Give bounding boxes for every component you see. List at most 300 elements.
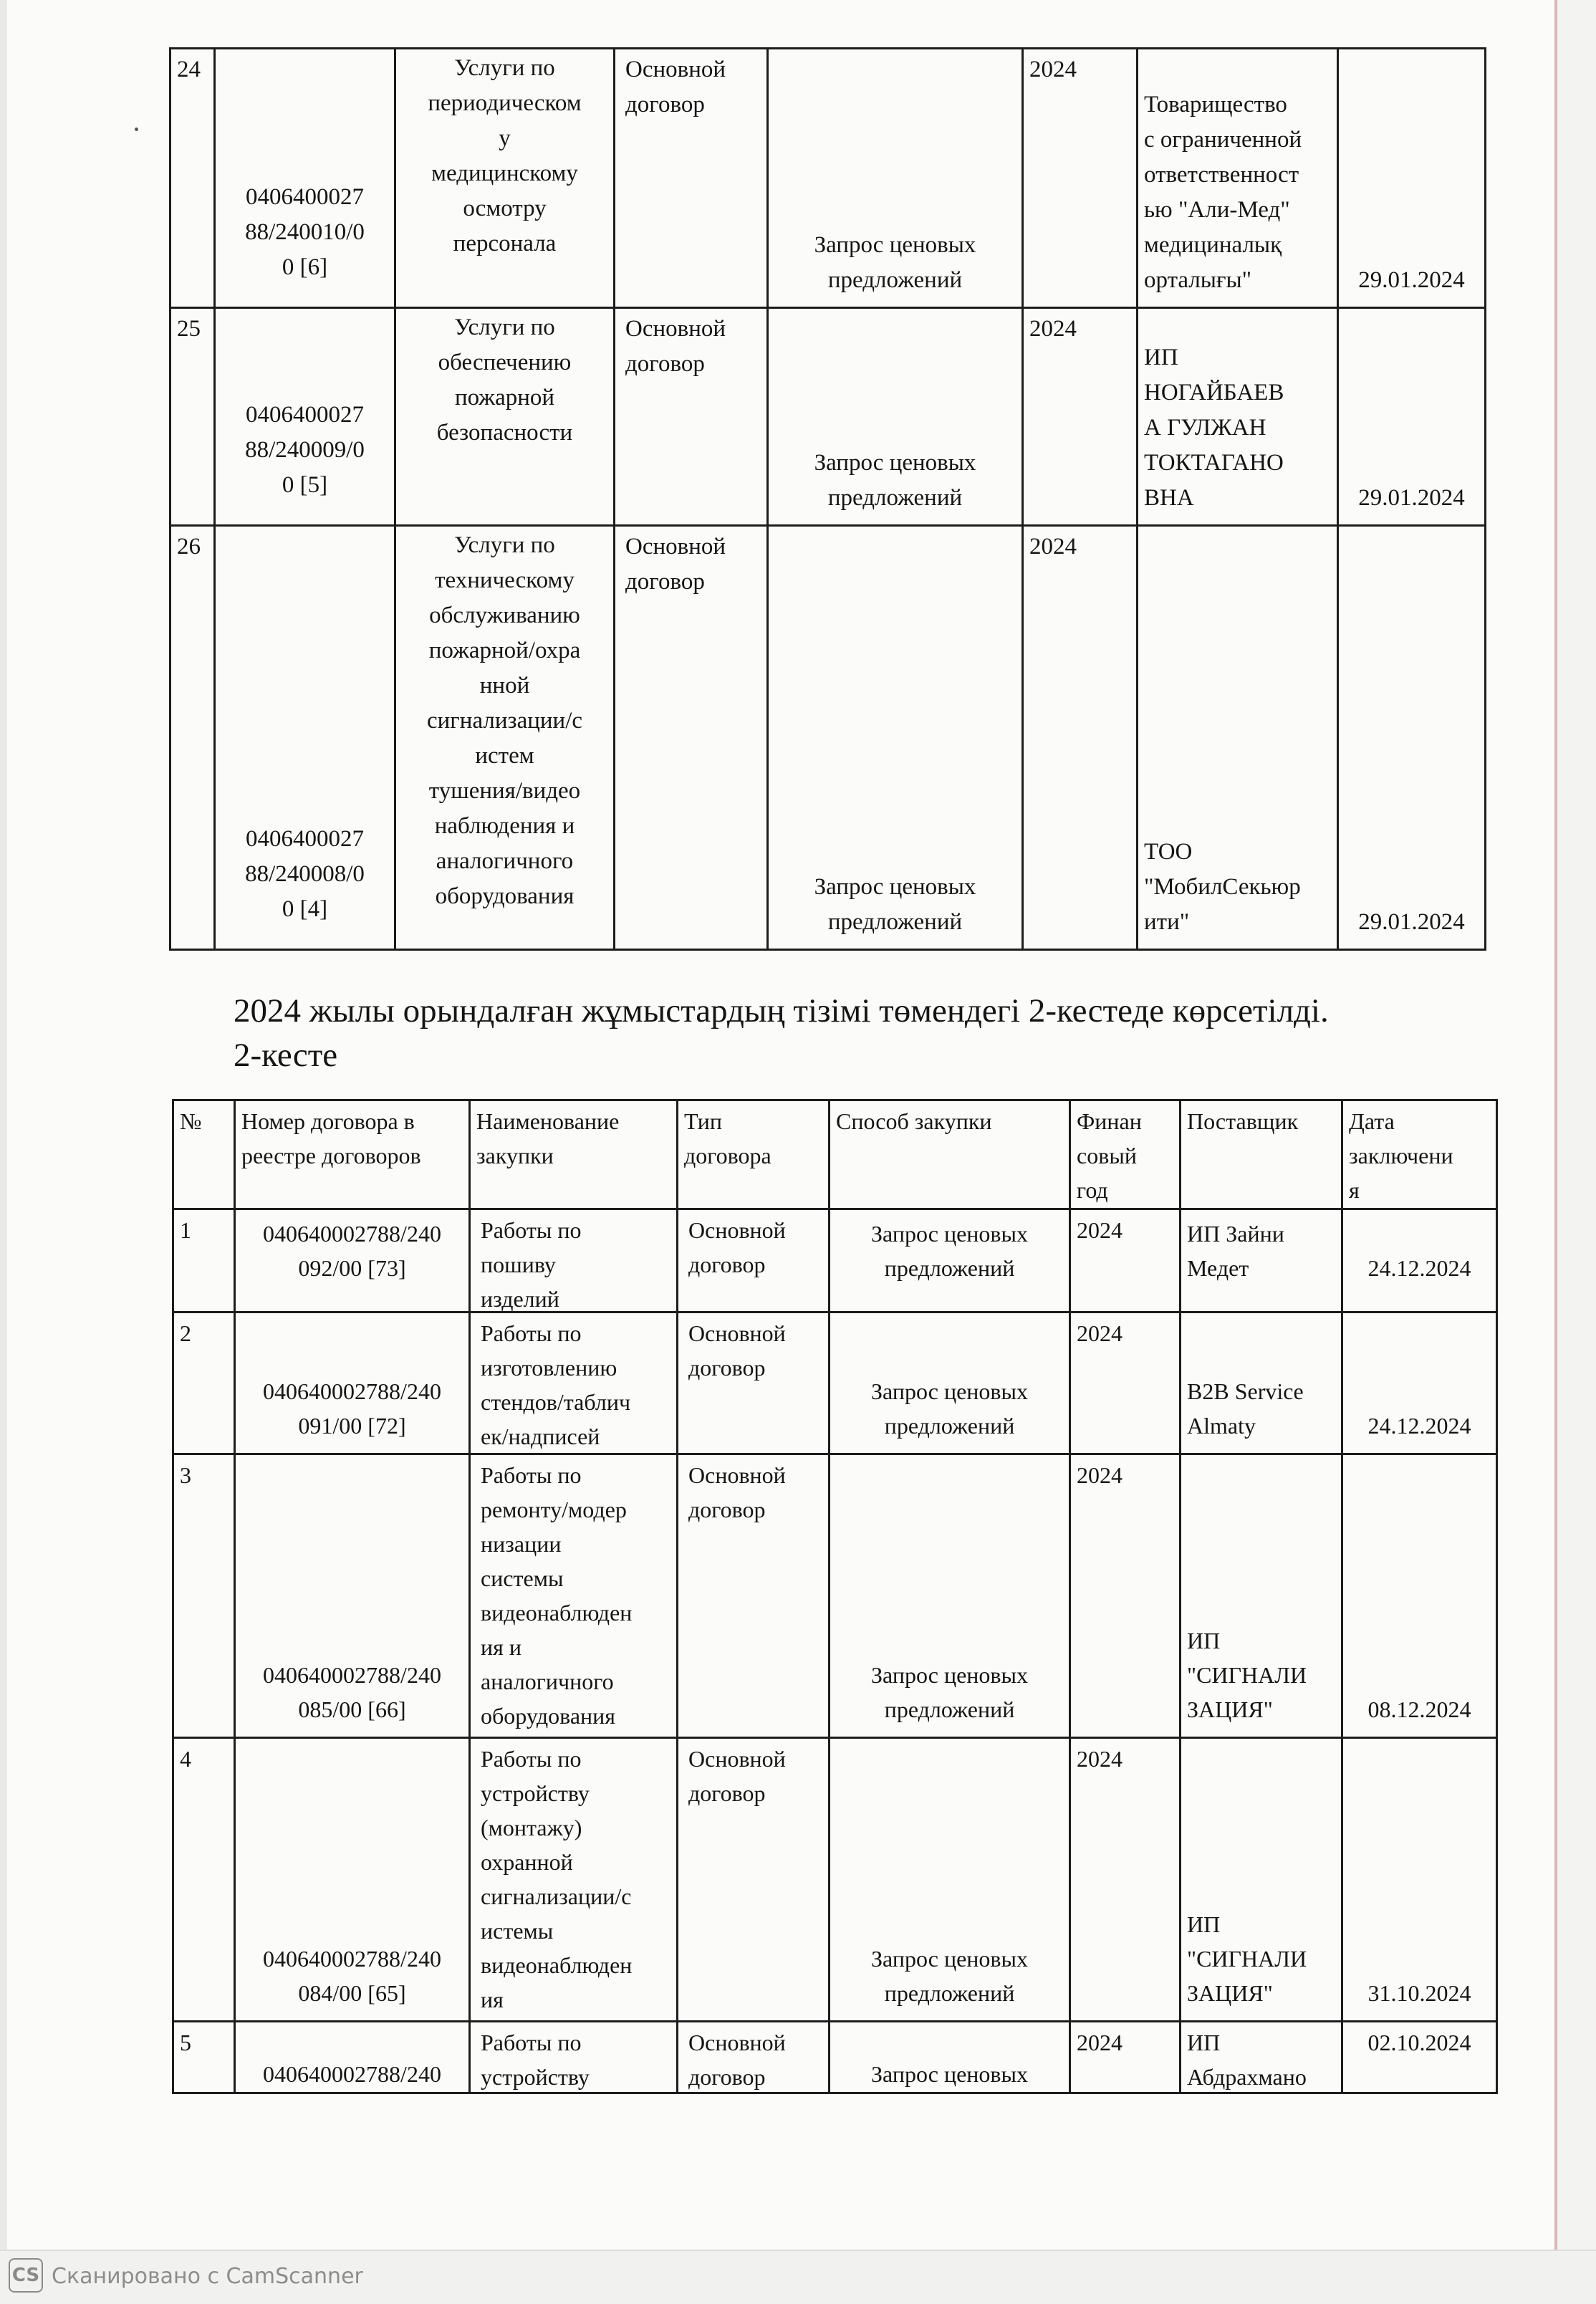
table-cell-name bbox=[468, 1208, 678, 1313]
text-line: Финан bbox=[1077, 1108, 1142, 1134]
text-line: (монтажу) bbox=[481, 1815, 582, 1840]
text-line: "СИГНАЛИ bbox=[1187, 1946, 1307, 1972]
section-heading bbox=[234, 989, 1523, 1077]
text-line: обеспечению bbox=[438, 350, 572, 375]
cell-value bbox=[830, 1216, 1069, 1285]
header-text bbox=[241, 1104, 421, 1173]
text-line: 084/00 [65] bbox=[298, 1980, 406, 2006]
table-cell-name bbox=[468, 1737, 678, 2022]
text-line: 0406400027 bbox=[246, 402, 364, 428]
heading-line-1: 2024 жылы орындалған жұмыстардың тізімі төмендегі 2-кестеде көрсетілді. bbox=[234, 992, 1329, 1029]
table-header-date bbox=[1341, 1099, 1498, 1210]
text-line: закупки bbox=[476, 1143, 554, 1168]
text-line: я bbox=[1349, 1177, 1360, 1203]
text-line: Основной bbox=[688, 1217, 786, 1243]
text-line: Основной bbox=[688, 2030, 786, 2055]
text-line: Запрос ценовых bbox=[814, 874, 976, 900]
scanner-footer bbox=[0, 2250, 1596, 2304]
table-cell-supplier bbox=[1179, 1737, 1343, 2022]
cell-value bbox=[481, 1316, 630, 1454]
table-cell-contract bbox=[234, 1311, 471, 1455]
text-line: Номер договора в bbox=[241, 1108, 415, 1134]
text-line: "МобилСекьюр bbox=[1144, 874, 1301, 900]
heading-line-2: 2-кесте bbox=[234, 1037, 338, 1074]
header-text bbox=[1187, 1104, 1298, 1138]
text-line: договор bbox=[688, 1252, 766, 1277]
table-cell-contract bbox=[213, 47, 396, 309]
cell-value bbox=[180, 1742, 191, 1776]
table-cell-num bbox=[169, 47, 216, 309]
text-line: договор bbox=[688, 1780, 766, 1806]
text-line: видеонаблюден bbox=[481, 1600, 633, 1626]
text-line: Дата bbox=[1349, 1108, 1395, 1134]
cell-value bbox=[481, 2025, 590, 2094]
table-cell-num bbox=[172, 1453, 236, 1739]
text-line: ия bbox=[481, 1987, 504, 2012]
table-header-supplier bbox=[1179, 1099, 1343, 1210]
cell-value bbox=[688, 1458, 786, 1527]
text-line: безопасности bbox=[436, 420, 573, 446]
text-line: техническому bbox=[435, 567, 575, 593]
text-line: Наименование bbox=[476, 1108, 620, 1134]
text-line: истем bbox=[475, 743, 534, 769]
table-cell-date bbox=[1337, 307, 1486, 527]
text-line: 29.01.2024 bbox=[1358, 267, 1465, 293]
text-line: ТОО bbox=[1144, 839, 1193, 865]
cell-value bbox=[688, 1316, 786, 1385]
text-line: Услуги по bbox=[454, 532, 555, 558]
table-cell-method bbox=[828, 2020, 1071, 2094]
table-cell-supplier bbox=[1136, 307, 1339, 527]
table-cell-num bbox=[172, 1208, 236, 1313]
cell-value bbox=[1077, 1316, 1123, 1350]
cell-value bbox=[1343, 2025, 1496, 2060]
header-text bbox=[836, 1104, 991, 1138]
cell-value bbox=[830, 2057, 1069, 2091]
text-line: пожарной/охра bbox=[428, 638, 581, 663]
text-line: Услуги по bbox=[454, 315, 555, 340]
text-line: Услуги по bbox=[454, 55, 555, 81]
text-line: нной bbox=[479, 673, 530, 699]
text-line: устройству bbox=[481, 2064, 590, 2090]
text-line: Абдрахмано bbox=[1187, 2064, 1307, 2090]
table-cell-name bbox=[468, 1311, 678, 1455]
text-line: 4 bbox=[180, 1746, 191, 1772]
table-header-method bbox=[828, 1099, 1071, 1210]
text-line: сигнализации/с bbox=[481, 1883, 632, 1909]
text-line: договор bbox=[688, 2064, 766, 2090]
cell-value bbox=[1187, 1623, 1335, 1727]
text-line: ИП bbox=[1187, 1628, 1221, 1653]
text-line: 24.12.2024 bbox=[1367, 1255, 1471, 1281]
table-header-year bbox=[1069, 1099, 1181, 1210]
text-line: аналогичного bbox=[436, 848, 574, 874]
table-cell-num bbox=[172, 1311, 236, 1455]
cell-value bbox=[396, 51, 613, 261]
text-line: ИП bbox=[1144, 345, 1178, 370]
text-line: заключени bbox=[1349, 1143, 1453, 1168]
table-cell-date bbox=[1337, 524, 1486, 951]
text-line: договор bbox=[688, 1355, 766, 1381]
text-line: договор bbox=[625, 351, 705, 377]
table-cell-year bbox=[1069, 1208, 1181, 1313]
cell-value bbox=[1339, 905, 1484, 940]
table-cell-year bbox=[1021, 524, 1138, 951]
cell-value bbox=[769, 228, 1021, 298]
cell-value bbox=[688, 1213, 786, 1282]
header-text bbox=[180, 1104, 202, 1138]
text-line: низации bbox=[481, 1531, 562, 1557]
text-line: изготовлению bbox=[481, 1355, 617, 1381]
text-line: аналогичного bbox=[481, 1669, 614, 1694]
text-line: предложений bbox=[827, 267, 963, 293]
text-line: Основной bbox=[688, 1462, 786, 1488]
text-line: 040640002788/240 bbox=[263, 1946, 441, 1972]
cell-value bbox=[236, 1658, 468, 1727]
table-cell-method bbox=[828, 1737, 1071, 2022]
table-cell-year bbox=[1069, 2020, 1181, 2094]
cell-value bbox=[481, 1213, 581, 1316]
text-line: обслуживанию bbox=[429, 603, 580, 628]
text-line: истемы bbox=[481, 1918, 554, 1944]
text-line: Тип bbox=[684, 1108, 722, 1134]
cell-value bbox=[396, 528, 613, 914]
header-text bbox=[476, 1104, 619, 1173]
cell-value bbox=[830, 1658, 1069, 1727]
table-cell-type bbox=[613, 524, 769, 951]
table-cell-name bbox=[468, 1453, 678, 1739]
table-header-name bbox=[468, 1099, 678, 1210]
table-cell-date bbox=[1341, 2020, 1498, 2094]
table-cell-type bbox=[676, 1453, 830, 1739]
text-line: договор bbox=[625, 92, 705, 117]
text-line: совый bbox=[1077, 1143, 1137, 1168]
text-line: Медет bbox=[1187, 1255, 1249, 1281]
camscanner-logo-icon: CS bbox=[9, 2258, 43, 2293]
cell-value bbox=[1077, 1213, 1123, 1247]
text-line: 2024 bbox=[1077, 2030, 1123, 2055]
text-line: Запрос ценовых bbox=[871, 1662, 1028, 1688]
text-line: стендов/таблич bbox=[481, 1389, 631, 1415]
text-line: Запрос ценовых bbox=[814, 450, 976, 476]
cell-value bbox=[236, 1216, 468, 1285]
table-cell-supplier bbox=[1179, 1208, 1343, 1313]
cell-value bbox=[1187, 1216, 1335, 1285]
cell-value bbox=[769, 446, 1021, 516]
text-line: 08.12.2024 bbox=[1367, 1696, 1471, 1722]
cell-value bbox=[396, 310, 613, 451]
text-line: 0 [5] bbox=[282, 472, 328, 498]
cell-value bbox=[1343, 1251, 1496, 1285]
text-line: 040640002788/240 bbox=[263, 1221, 441, 1247]
table-cell-supplier bbox=[1179, 2020, 1343, 2094]
text-line: 2024 bbox=[1029, 534, 1077, 560]
header-text bbox=[1349, 1104, 1453, 1207]
text-line: наблюдения и bbox=[434, 813, 575, 839]
text-line: 0 [6] bbox=[282, 254, 328, 280]
cell-value bbox=[1144, 835, 1331, 940]
text-line: сигнализации/с bbox=[426, 708, 583, 734]
text-line: 2024 bbox=[1077, 1462, 1123, 1488]
table-cell-date bbox=[1341, 1208, 1498, 1313]
text-line: ИП Зайни bbox=[1187, 1221, 1284, 1247]
text-line: 24.12.2024 bbox=[1367, 1413, 1471, 1439]
text-line: системы bbox=[481, 1565, 564, 1591]
table-cell-name bbox=[468, 2020, 678, 2094]
table-cell-num bbox=[169, 524, 216, 951]
cell-value bbox=[236, 1941, 468, 2010]
text-line: охранной bbox=[481, 1849, 573, 1875]
table-cell-type bbox=[676, 1311, 830, 1455]
cell-value bbox=[177, 52, 201, 87]
text-line: реестре договоров bbox=[241, 1143, 421, 1168]
text-line: ек/надписей bbox=[481, 1424, 600, 1449]
cell-value bbox=[625, 312, 726, 382]
text-line: А ГУЛЖАН bbox=[1144, 415, 1266, 441]
table-cell-date bbox=[1341, 1311, 1498, 1455]
cell-value bbox=[1077, 1458, 1123, 1492]
text-line: 29.01.2024 bbox=[1358, 909, 1465, 935]
text-line: 0 [4] bbox=[282, 896, 328, 922]
text-line: Поставщик bbox=[1187, 1108, 1299, 1134]
text-line: предложений bbox=[827, 909, 963, 935]
text-line: Основной bbox=[625, 316, 726, 342]
text-line: 26 bbox=[177, 534, 201, 560]
table-cell-date bbox=[1341, 1453, 1498, 1739]
text-line: ью "Али-Мед" bbox=[1144, 197, 1290, 223]
cell-value bbox=[1187, 2025, 1335, 2094]
text-line: Товарищество bbox=[1144, 92, 1287, 117]
text-line: 88/240010/0 bbox=[245, 219, 365, 245]
cell-value bbox=[236, 2057, 468, 2091]
table-cell-contract bbox=[234, 1208, 471, 1313]
text-line: ЗАЦИЯ" bbox=[1187, 1980, 1273, 2006]
text-line: 02.10.2024 bbox=[1367, 2030, 1471, 2055]
table-cell-name bbox=[394, 524, 615, 951]
table-cell-num bbox=[172, 1737, 236, 2022]
cell-value bbox=[1343, 1408, 1496, 1443]
text-line: Основной bbox=[688, 1746, 786, 1772]
text-line: Запрос ценовых bbox=[871, 1946, 1028, 1972]
table-cell-supplier bbox=[1136, 47, 1339, 309]
text-line: оборудования bbox=[481, 1703, 615, 1729]
table-cell-contract bbox=[213, 307, 396, 527]
text-line: B2B Service bbox=[1187, 1378, 1304, 1404]
table-cell-method bbox=[828, 1311, 1071, 1455]
table-cell-type bbox=[676, 2020, 830, 2094]
text-line: предложений bbox=[884, 1255, 1015, 1281]
cell-value bbox=[180, 1316, 191, 1350]
cell-value bbox=[216, 398, 394, 503]
table-cell-method bbox=[766, 307, 1024, 527]
table-cell-type bbox=[613, 307, 769, 527]
text-line: Almaty bbox=[1187, 1413, 1256, 1439]
text-line: персонала bbox=[453, 231, 557, 256]
table-cell-type bbox=[676, 1737, 830, 2022]
table-header-num bbox=[172, 1099, 236, 1210]
cell-value bbox=[830, 1941, 1069, 2010]
text-line: видеонаблюден bbox=[481, 1952, 633, 1978]
cell-value bbox=[1339, 481, 1484, 516]
cell-value bbox=[1144, 340, 1331, 516]
cell-value bbox=[1144, 87, 1331, 298]
table-cell-num bbox=[172, 2020, 236, 2094]
text-line: 0406400027 bbox=[246, 184, 364, 210]
table-cell-num bbox=[169, 307, 216, 527]
text-line: медицинскому bbox=[431, 160, 578, 186]
cell-value bbox=[688, 1742, 786, 1810]
text-line: ИП bbox=[1187, 2030, 1221, 2055]
text-line: Работы по bbox=[481, 2030, 582, 2055]
table-cell-supplier bbox=[1136, 524, 1339, 951]
cell-value bbox=[1029, 312, 1077, 347]
text-line: 091/00 [72] bbox=[298, 1413, 406, 1439]
cell-value bbox=[180, 1213, 191, 1247]
text-line: ремонту/модер bbox=[481, 1497, 627, 1522]
table-cell-contract bbox=[234, 2020, 471, 2094]
text-line: 040640002788/240 bbox=[263, 1378, 441, 1404]
text-line: 88/240009/0 bbox=[245, 437, 365, 463]
text-line: предложений bbox=[884, 1413, 1015, 1439]
text-line: Запрос ценовых bbox=[871, 1221, 1028, 1247]
header-text bbox=[684, 1104, 771, 1173]
text-line: ия и bbox=[481, 1634, 521, 1660]
cell-value bbox=[1343, 1692, 1496, 1727]
cell-value bbox=[180, 2025, 191, 2060]
cell-value bbox=[1187, 1907, 1335, 2010]
text-line: устройству bbox=[481, 1780, 590, 1806]
text-line: предложений bbox=[884, 1696, 1015, 1722]
text-line: 2024 bbox=[1077, 1217, 1123, 1243]
table-cell-name bbox=[394, 47, 615, 309]
table-cell-type bbox=[676, 1208, 830, 1313]
table-cell-year bbox=[1069, 1311, 1181, 1455]
table-cell-type bbox=[613, 47, 769, 309]
text-line: Основной bbox=[625, 534, 726, 560]
text-line: 2024 bbox=[1029, 57, 1077, 82]
text-line: 0406400027 bbox=[246, 826, 364, 852]
table-cell-method bbox=[828, 1208, 1071, 1313]
text-line: 88/240008/0 bbox=[245, 861, 365, 887]
text-line: Работы по bbox=[481, 1320, 582, 1346]
cell-value bbox=[177, 312, 201, 347]
text-line: год bbox=[1077, 1177, 1108, 1203]
scan-speck bbox=[135, 128, 138, 131]
cell-value bbox=[216, 822, 394, 927]
text-line: пошиву bbox=[481, 1252, 556, 1277]
text-line: 2 bbox=[180, 1320, 191, 1346]
table-cell-date bbox=[1341, 1737, 1498, 2022]
table-cell-contract bbox=[213, 524, 396, 951]
text-line: 24 bbox=[177, 57, 201, 82]
text-line: 31.10.2024 bbox=[1367, 1980, 1471, 2006]
text-line: предложений bbox=[884, 1980, 1015, 2006]
cell-value bbox=[1077, 1742, 1123, 1776]
text-line: Запрос ценовых bbox=[814, 232, 976, 258]
cell-value bbox=[769, 870, 1021, 940]
text-line: оборудования bbox=[435, 883, 575, 909]
text-line: № bbox=[180, 1108, 202, 1134]
table-cell-method bbox=[766, 524, 1024, 951]
table-cell-date bbox=[1337, 47, 1486, 309]
cell-value bbox=[177, 529, 201, 565]
text-line: 040640002788/240 bbox=[263, 2061, 441, 2087]
cell-value bbox=[236, 1374, 468, 1443]
text-line: ЗАЦИЯ" bbox=[1187, 1696, 1273, 1722]
text-line: договора bbox=[684, 1143, 771, 1168]
cell-value bbox=[625, 529, 726, 600]
text-line: договор bbox=[688, 1497, 766, 1522]
text-line: ИП bbox=[1187, 1911, 1221, 1937]
text-line: орталығы" bbox=[1144, 267, 1252, 293]
text-line: договор bbox=[625, 569, 705, 595]
text-line: 29.01.2024 bbox=[1358, 485, 1465, 511]
cell-value bbox=[216, 180, 394, 285]
text-line: периодическом bbox=[428, 90, 582, 116]
cell-value bbox=[1077, 2025, 1123, 2060]
text-line: Работы по bbox=[481, 1746, 582, 1772]
page-edge-shadow bbox=[0, 0, 7, 2250]
table-cell-year bbox=[1069, 1737, 1181, 2022]
text-line: Основной bbox=[625, 57, 726, 82]
table-cell-method bbox=[828, 1453, 1071, 1739]
cell-value bbox=[1339, 263, 1484, 298]
text-line: "СИГНАЛИ bbox=[1187, 1662, 1307, 1688]
table-cell-supplier bbox=[1179, 1453, 1343, 1739]
text-line: ити" bbox=[1144, 909, 1190, 935]
text-line: ТОКТАГАНО bbox=[1144, 450, 1284, 476]
cell-value bbox=[180, 1458, 191, 1492]
cell-value bbox=[1029, 52, 1077, 87]
text-line: 092/00 [73] bbox=[298, 1255, 406, 1281]
table-cell-year bbox=[1021, 47, 1138, 309]
text-line: осмотру bbox=[463, 196, 547, 221]
text-line: Основной bbox=[688, 1320, 786, 1346]
cell-value bbox=[481, 1458, 632, 1733]
text-line: 5 bbox=[180, 2030, 191, 2055]
text-line: 2024 bbox=[1077, 1746, 1123, 1772]
text-line: 2024 bbox=[1077, 1320, 1123, 1346]
text-line: 1 bbox=[180, 1217, 191, 1243]
text-line: изделий bbox=[481, 1286, 559, 1312]
text-line: ответственност bbox=[1144, 162, 1299, 188]
text-line: с ограниченной bbox=[1144, 127, 1302, 153]
cell-value bbox=[481, 1742, 632, 2017]
text-line: пожарной bbox=[454, 385, 555, 411]
table-header-type bbox=[676, 1099, 830, 1210]
text-line: предложений bbox=[827, 485, 963, 511]
text-line: Работы по bbox=[481, 1217, 582, 1243]
text-line: ВНА bbox=[1144, 485, 1194, 511]
table-cell-method bbox=[766, 47, 1024, 309]
text-line: Способ закупки bbox=[836, 1108, 992, 1134]
table-cell-supplier bbox=[1179, 1311, 1343, 1455]
table-header-contract bbox=[234, 1099, 471, 1210]
table-cell-contract bbox=[234, 1737, 471, 2022]
cell-value bbox=[1343, 1976, 1496, 2010]
text-line: 085/00 [66] bbox=[298, 1696, 406, 1722]
text-line: НОГАЙБАЕВ bbox=[1144, 380, 1284, 405]
table-cell-contract bbox=[234, 1453, 471, 1739]
cell-value bbox=[830, 1374, 1069, 1443]
text-line: 3 bbox=[180, 1462, 191, 1488]
table-cell-year bbox=[1069, 1453, 1181, 1739]
header-text bbox=[1077, 1104, 1142, 1207]
cell-value bbox=[688, 2025, 786, 2094]
text-line: Запрос ценовых bbox=[871, 1378, 1028, 1404]
text-line: 25 bbox=[177, 316, 201, 342]
table-cell-year bbox=[1021, 307, 1138, 527]
